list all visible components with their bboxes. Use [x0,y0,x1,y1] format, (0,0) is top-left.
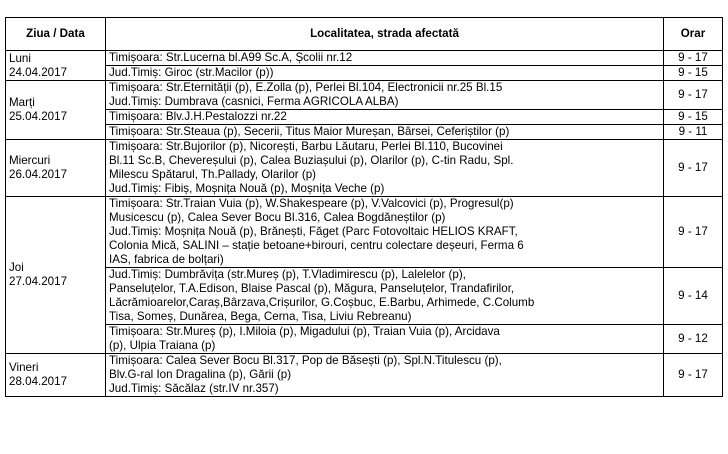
hours-cell: 9 - 15 [664,66,723,81]
location-line: (p), Ulpia Traiana (p) [109,339,216,352]
day-cell-thursday [6,197,106,354]
hours-cell: 9 - 17 [664,354,723,397]
location-line: Panseluțelor, T.A.Edison, Blaise Pascal (p), Măgura, Panseluțelor, Trandafirilor, [109,282,515,295]
location-line: Jud.Timiș: Dumbrăvița (str.Mureș (p), T.Vladimirescu (p), Lalelelor (p), [109,268,466,281]
location-line: Timișoara: Str.Traian Vuia (p), W.Shakespeare (p), V.Valcovici (p), Progresul(p) [109,197,514,210]
location-line: Tisa, Someș, Dunărea, Bega, Cerna, Tisa, Liviu Rebreanu) [109,310,412,323]
day-cell-friday [6,354,106,397]
day-name: Vineri [9,361,39,374]
day-date: 24.04.2017 [9,65,68,79]
location-cell [106,325,664,354]
location-line: Musicescu (p), Calea Sever Bocu Bl.316, Calea Bogdăneștilor (p) [109,211,446,224]
hours-cell: 9 - 17 [664,51,723,66]
table-row [6,268,723,325]
day-date: 27.04.2017 [9,275,68,288]
hours-cell: 9 - 17 [664,81,723,110]
hours-cell: 9 - 15 [664,110,723,125]
location-line: Bl.11 Sc.B, Chevereșului (p), Calea Buziașului (p), Olarilor (p), C-tin Radu, Spl. [109,154,514,167]
location-line: Timișoara: Str.Bujorilor (p), Nicorești, Barbu Lăutaru, Perlei Bl.110, Bucovinei [109,140,503,153]
power-outage-schedule-table [5,17,723,397]
location-cell [106,51,664,66]
location-line: Jud.Timiș: Dumbrava (casnici, Ferma AGRICOLA ALBA) [109,95,399,108]
table-row [6,51,723,66]
day-date: 26.04.2017 [9,168,68,181]
table-row [6,197,723,268]
day-date: 25.04.2017 [9,110,68,123]
day-cell-tuesday [6,81,106,140]
schedule-page [5,17,723,397]
location-line: Timișoara: Calea Sever Bocu Bl.317, Pop de Băsești (p), Spl.N.Titulescu (p), [109,354,502,367]
location-line: Timișoara: Blv.J.H.Pestalozzi nr.22 [109,110,287,123]
location-line: Timișoara: Str.Steaua (p), Secerii, Titus Maior Mureșan, Bârsei, Ceferiștilor (p) [109,125,510,138]
location-cell [106,66,664,81]
table-row [6,354,723,397]
location-cell [106,81,664,110]
day-cell-wednesday [6,140,106,197]
hours-cell: 9 - 17 [664,140,723,197]
table-row [6,81,723,110]
location-line: Milescu Spătarul, Th.Pallady, Olarilor (p) [109,168,317,181]
table-row [6,110,723,125]
header-row [6,18,723,51]
location-cell [106,197,664,268]
location-line: Blv.G-ral Ion Dragalina (p), Gării (p) [109,368,292,381]
hours-cell: 9 - 14 [664,268,723,325]
day-name: Luni [9,51,31,65]
location-line: Jud.Timiș: Fibiș, Moșnița Nouă (p), Moșnița Veche (p) [109,182,385,195]
location-line: IAS, fabrica de bolțari) [109,253,224,266]
location-line: Lăcrămioarelor,Caraș,Bârzava,Crișurilor, G.Coșbuc, E.Barbu, Arhimede, C.Columb [109,296,535,309]
header-day: Ziua / Data [6,18,106,51]
hours-cell: 9 - 12 [664,325,723,354]
location-line: Jud.Timiș: Moșnița Nouă (p), Brănești, Făget (Parc Fotovoltaic HELIOS KRAFT, [109,225,518,238]
location-line: Timișoara: Str.Mureș (p), I.Miloia (p), Migadului (p), Traian Vuia (p), Arcidava [109,325,500,338]
day-name: Marți [9,96,35,109]
day-name: Joi [9,261,24,274]
hours-cell: 9 - 11 [664,125,723,140]
location-cell [106,268,664,325]
location-cell [106,110,664,125]
table-row [6,140,723,197]
location-cell [106,354,664,397]
header-location: Localitatea, strada afectată [106,18,664,51]
day-name: Miercuri [9,154,51,167]
day-cell-monday [6,51,106,81]
table-row [6,66,723,81]
location-line: Colonia Mică, SALINI – stație betoane+birouri, centru colectare deșeuri, Ferma 6 [109,239,524,252]
table-row [6,325,723,354]
hours-cell: 9 - 17 [664,197,723,268]
header-hours: Orar [664,18,723,51]
location-line: Jud.Timiș: Săcălaz (str.IV nr.357) [109,382,279,395]
location-line: Timișoara: Str.Eternității (p), E.Zolla (p), Perlei Bl.104, Electronicii nr.25 Bl.15 [109,81,503,94]
location-line: Timișoara: Str.Lucerna bl.A99 Sc.A, Școlii nr.12 [109,51,353,64]
location-line: Jud.Timiș: Giroc (str.Macilor (p)) [109,66,274,79]
location-cell [106,140,664,197]
location-cell [106,125,664,140]
day-date: 28.04.2017 [9,375,68,388]
table-row [6,125,723,140]
